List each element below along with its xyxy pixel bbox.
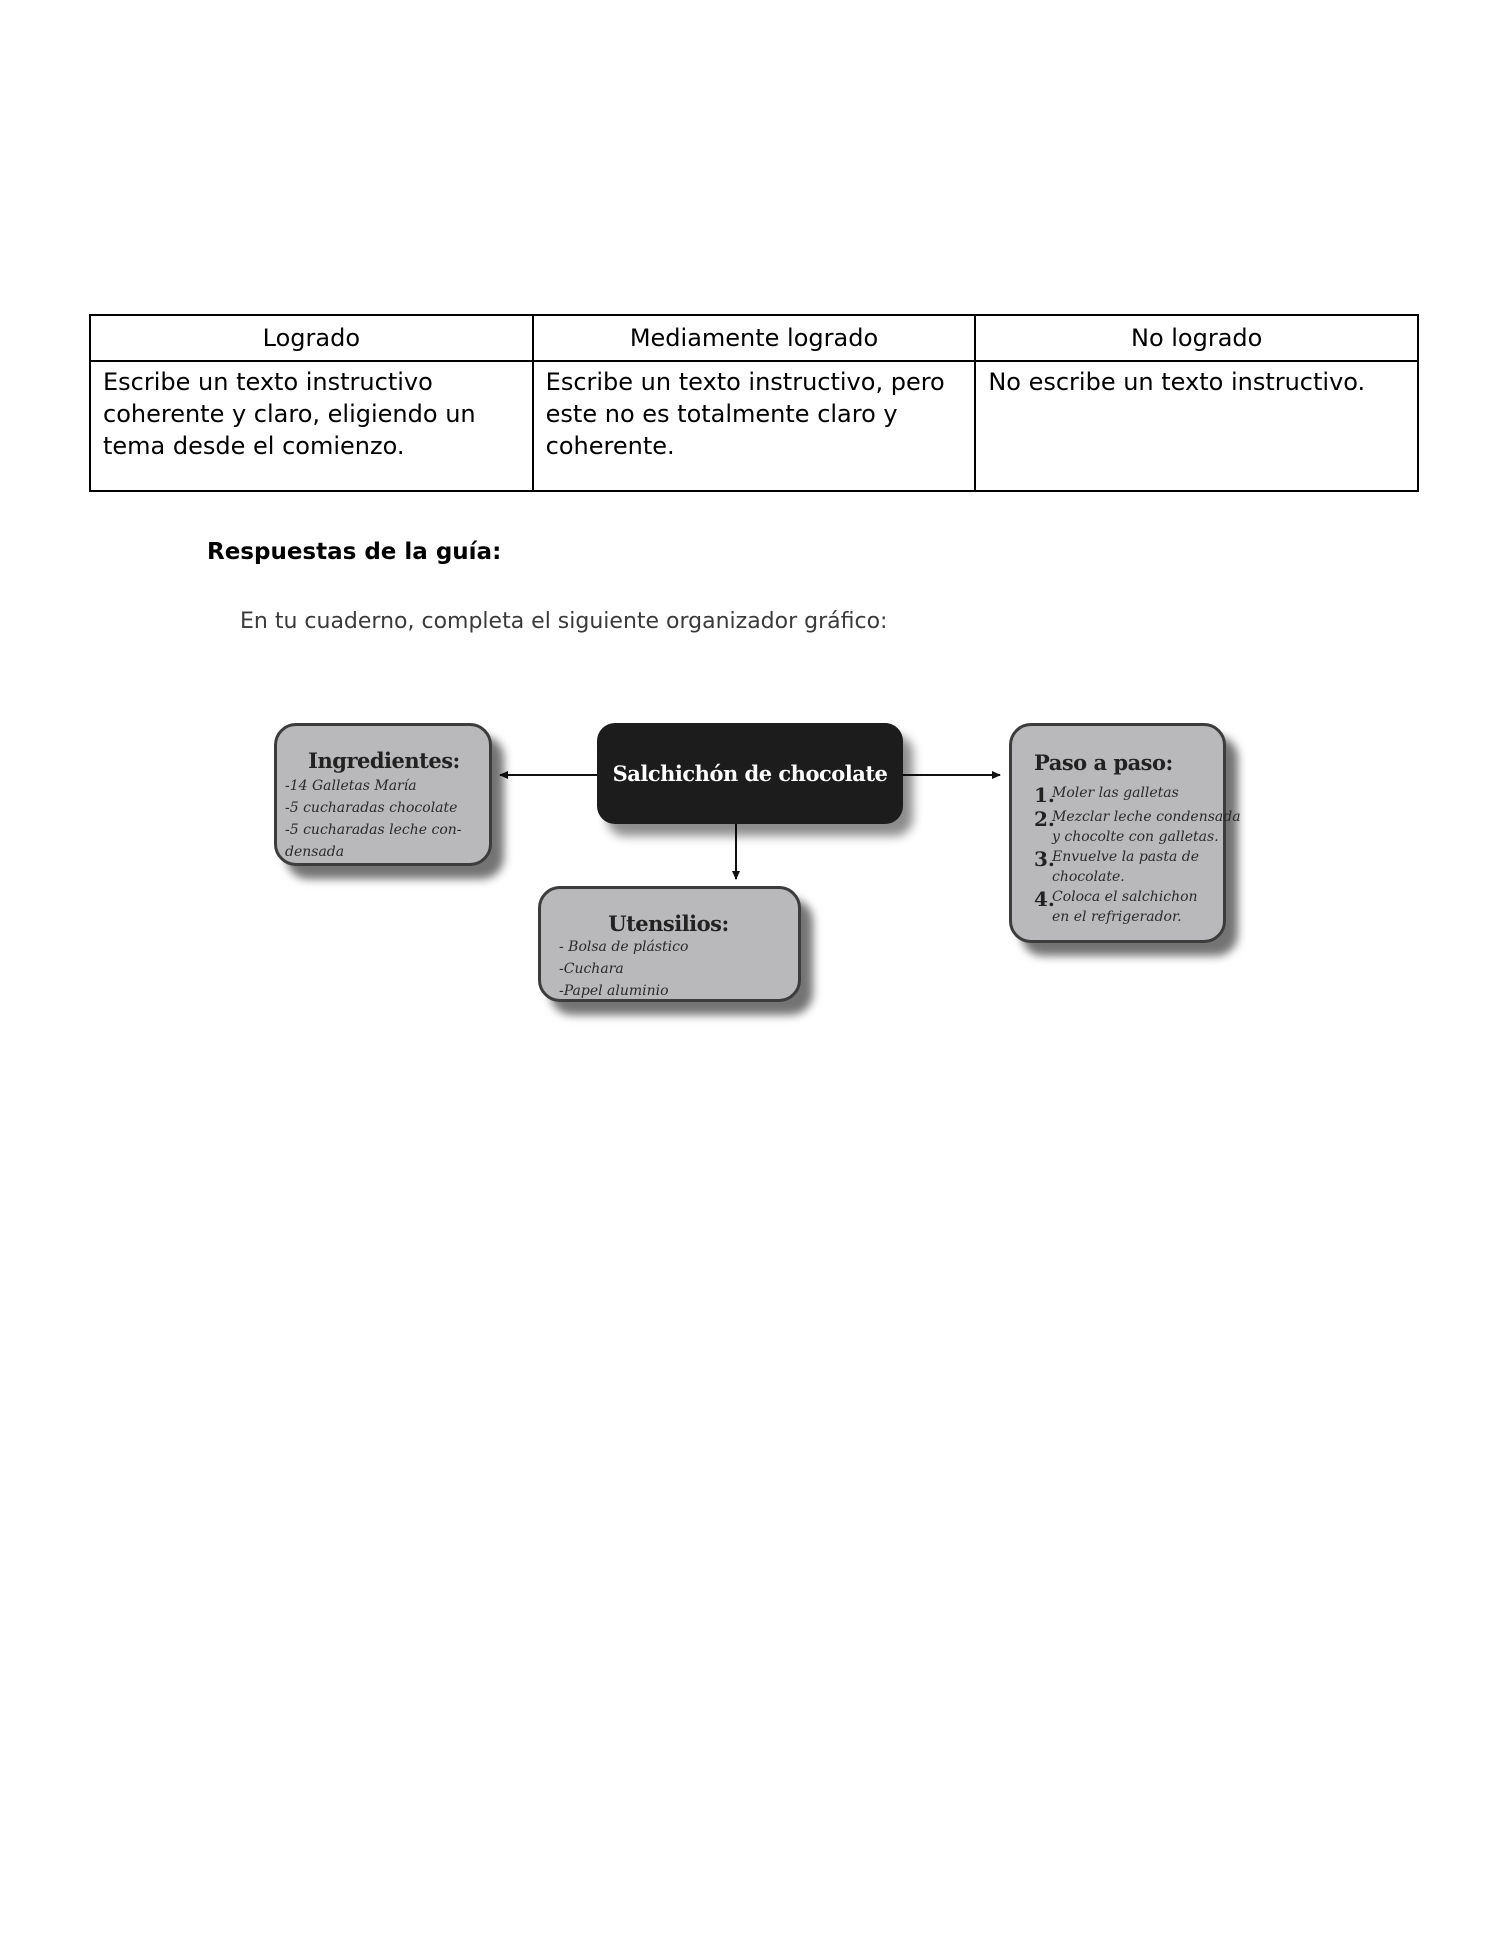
utensil-line: - Bolsa de plástico [559,939,689,955]
central-topic: Salchichón de chocolate [597,723,903,824]
utensil-line: -Cuchara [559,961,624,977]
steps-box [1009,723,1241,943]
ingredient-line: -5 cucharadas chocolate [285,800,458,816]
step-text: Mezclar leche condensada y chocolte con galletas. [1052,809,1241,845]
utensils-box [538,886,801,1002]
rubric-header-mediamente-logrado: Mediamente logrado [533,315,976,361]
step-number: 3. [1034,847,1055,871]
ingredients-title: Ingredientes: [308,748,460,773]
step-text: Moler las galletas [1052,785,1179,801]
step-number: 4. [1034,887,1055,911]
step-item [1034,783,1219,807]
step-number: 1. [1034,783,1055,807]
ingredient-line: -14 Galletas María [285,778,417,794]
rubric-header-no-logrado: No logrado [975,315,1418,361]
rubric-header-logrado: Logrado [90,315,533,361]
utensil-line: -Papel aluminio [559,983,669,999]
rubric-cell-no-logrado: No escribe un texto instructivo. [975,361,1418,491]
rubric-cell-mediamente-logrado: Escribe un texto instructivo, pero este no es totalmente claro y coherente. [533,361,976,491]
utensils-title: Utensilios: [608,911,729,936]
step-item [1034,847,1219,887]
steps-title: Paso a paso: [1034,750,1173,775]
instruction-text: En tu cuaderno, completa el siguiente organizador gráfico: [240,609,888,634]
ingredient-line: -5 cucharadas leche con- [285,822,462,838]
step-item [1034,807,1241,847]
ingredient-line: densada [285,844,345,860]
step-number: 2. [1034,807,1055,831]
ingredients-box [274,723,492,866]
step-text: Envuelve la pasta de chocolate. [1052,849,1200,885]
step-item [1034,887,1219,927]
step-text: Coloca el salchichon en el refrigerador. [1052,889,1198,925]
rubric-cell-logrado: Escribe un texto instructivo coherente y claro, eligiendo un tema desde el comienzo. [90,361,533,491]
answers-title: Respuestas de la guía: [207,539,502,565]
